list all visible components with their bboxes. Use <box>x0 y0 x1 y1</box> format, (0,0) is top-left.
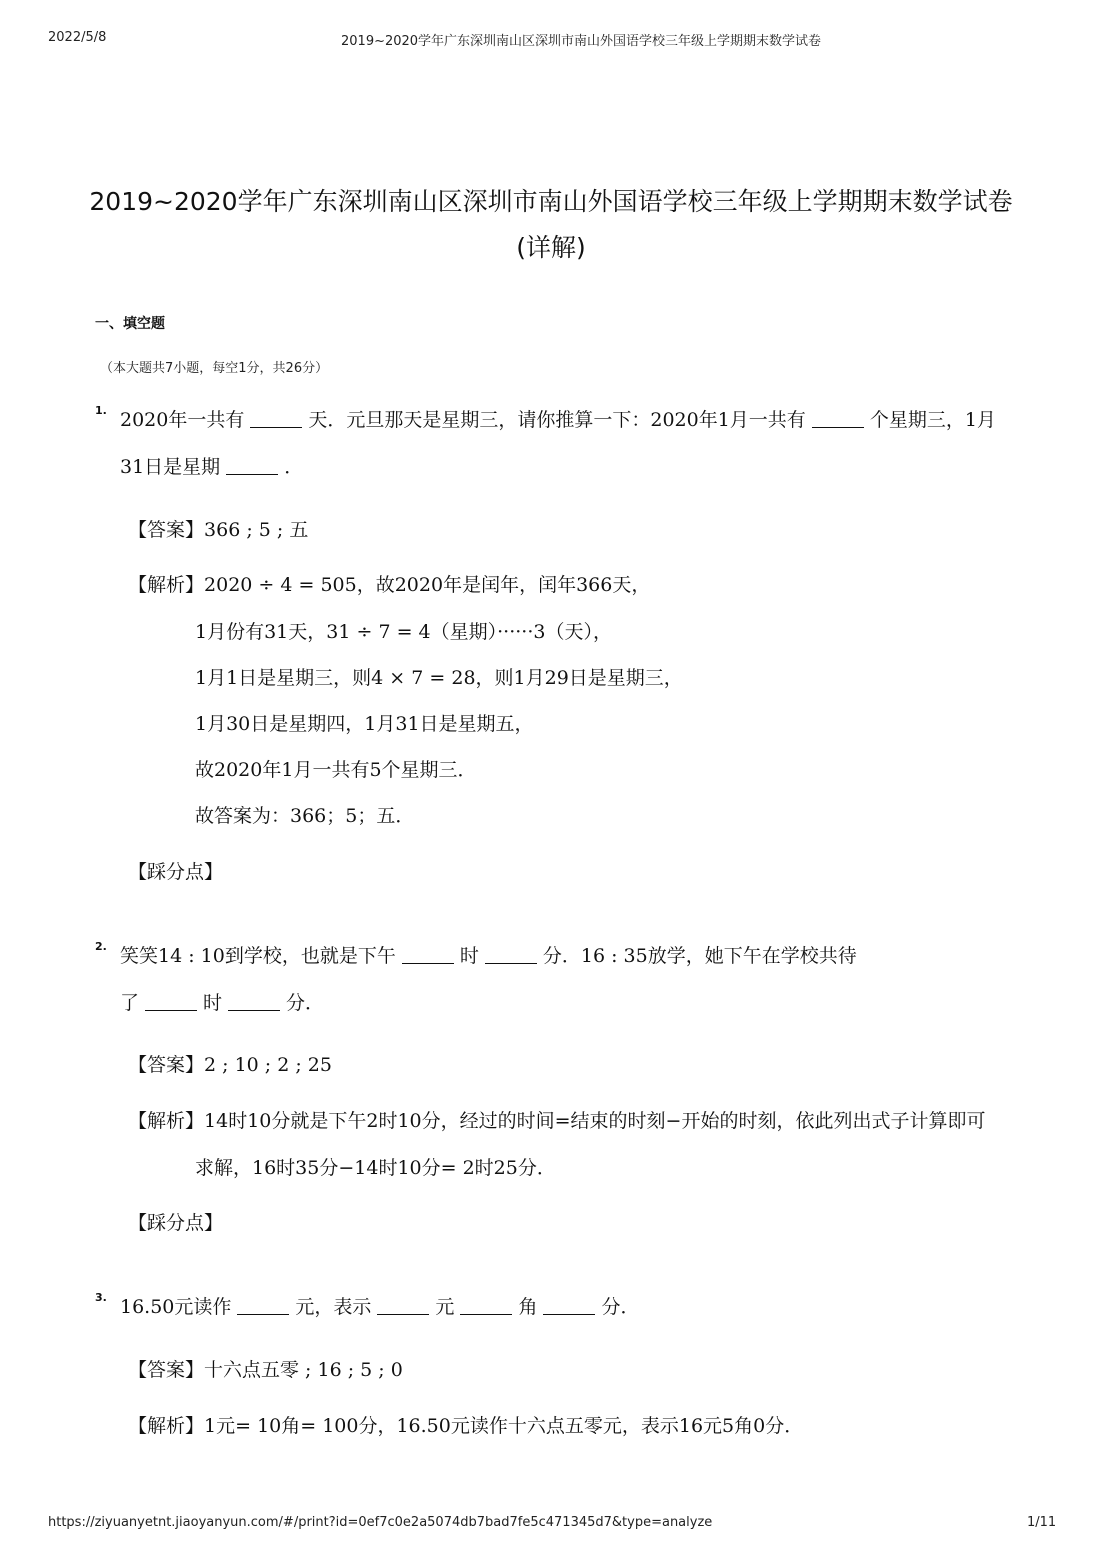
section-note: （本大题共7小题，每空1分，共26分） <box>100 361 329 376</box>
answer-blank <box>460 1296 512 1315</box>
answer-blank <box>402 945 454 964</box>
question-2-line-2: 了 时 分． <box>120 992 325 1014</box>
analysis-label: 【解析】 <box>128 1415 205 1437</box>
answer-blank <box>250 409 302 428</box>
print-date: 2022/5/8 <box>48 30 107 45</box>
analysis-label: 【解析】 <box>128 574 205 596</box>
answer-blank <box>543 1296 595 1315</box>
question-3-line-1: 16.50元读作 元，表示 元 角 分． <box>120 1296 640 1318</box>
scoring-points-label: 【踩分点】 <box>128 1212 224 1234</box>
answer-row <box>128 1050 332 1077</box>
analysis-line: 求解，16时35分−14时10分= 2时25分． <box>195 1157 556 1179</box>
page-number: 1/11 <box>1027 1515 1057 1530</box>
answer-blank <box>485 945 537 964</box>
answer-row <box>128 515 308 542</box>
answer-row <box>128 1355 403 1382</box>
question-2-line-1: 笑笑14 : 10到学校，也就是下午 时 分．16 : 35放学，她下午在学校共待 <box>120 945 857 967</box>
page-title: 2019~2020学年广东深圳南山区深圳市南山外国语学校三年级上学期期末数学试卷 <box>89 187 1013 216</box>
answer-blank <box>237 1296 289 1315</box>
answer-blank <box>228 992 280 1011</box>
question-1-line-1: 2020年一共有 天．元旦那天是星期三，请你推算一下：2020年1月一共有 个星期三，1月 <box>120 409 996 431</box>
analysis-line: 14时10分就是下午2时10分，经过的时间=结束的时刻−开始的时刻，依此列出式子计算即可 <box>204 1110 986 1132</box>
analysis-line: 1月1日是星期三，则4 × 7 = 28，则1月29日是星期三， <box>195 667 683 689</box>
answer-blank <box>226 456 278 475</box>
answer-text: 十六点五零 ; 16 ; 5 ; 0 <box>204 1359 403 1381</box>
answer-blank <box>812 409 864 428</box>
analysis-line: 2020 ÷ 4 = 505，故2020年是闰年，闰年366天， <box>204 574 651 596</box>
print-url: https://ziyuanyetnt.jiaoyanyun.com/#/print?id=0ef7c0e2a5074db7bad7fe5c471345d7&type=analyze <box>48 1515 713 1530</box>
answer-blank <box>145 992 197 1011</box>
answer-text: 366 ; 5 ; 五 <box>204 519 309 541</box>
print-header-title: 2019~2020学年广东深圳南山区深圳市南山外国语学校三年级上学期期末数学试卷 <box>341 34 822 49</box>
page-subtitle: (详解) <box>516 233 586 262</box>
answer-blank <box>377 1296 429 1315</box>
analysis-line: 1月30日是星期四，1月31日是星期五， <box>195 713 534 735</box>
question-number: 1. <box>95 404 107 417</box>
answer-text: 2 ; 10 ; 2 ; 25 <box>204 1054 332 1076</box>
analysis-row <box>128 570 650 597</box>
analysis-line: 故2020年1月一共有5个星期三． <box>195 759 477 781</box>
answer-label: 【答案】 <box>128 1054 205 1076</box>
question-1-line-2: 31日是星期 ． <box>120 456 304 478</box>
analysis-row <box>128 1106 985 1133</box>
analysis-label: 【解析】 <box>128 1110 205 1132</box>
scoring-points-label: 【踩分点】 <box>128 861 224 883</box>
analysis-row <box>128 1411 803 1438</box>
answer-label: 【答案】 <box>128 519 205 541</box>
analysis-line: 1元= 10角= 100分，16.50元读作十六点五零元，表示16元5角0分． <box>204 1415 804 1437</box>
question-number: 2. <box>95 940 107 953</box>
section-heading: 一、填空题 <box>95 316 165 332</box>
analysis-line: 1月份有31天，31 ÷ 7 = 4（星期）······3（天）， <box>195 621 612 643</box>
analysis-line: 故答案为：366；5；五． <box>195 805 415 827</box>
question-number: 3. <box>95 1291 107 1304</box>
answer-label: 【答案】 <box>128 1359 205 1381</box>
